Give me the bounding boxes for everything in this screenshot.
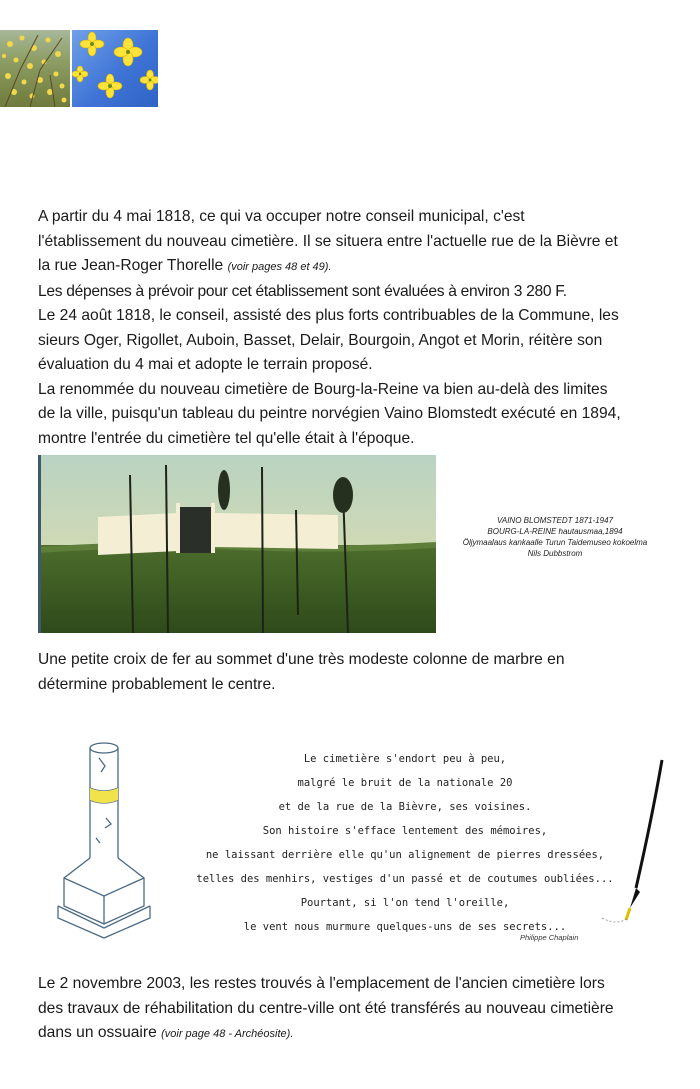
- text-line: [38, 254, 662, 280]
- cemetery-painting: [38, 455, 436, 633]
- poem-line: Pourtant, si l'on tend l'oreille,: [300, 897, 510, 909]
- poem-line: et de la rue de la Bièvre, ses voisines.: [278, 801, 532, 813]
- text-line: montre l'entrée du cimetière tel qu'elle était à l'époque.: [38, 429, 415, 447]
- poem: [170, 747, 640, 939]
- poem-line: ne laissant derrière elle qu'un alignement de pierres dressées,: [205, 849, 605, 861]
- credit-line: BOURG-LA-REINE hautausmaa,1894: [487, 527, 623, 536]
- credit-line: VAINO BLOMSTEDT 1871-1947: [496, 516, 614, 525]
- text-line-content: dans un ossuaire: [38, 1024, 157, 1041]
- text-line: A partir du 4 mai 1818, ce qui va occuper notre conseil municipal, c'est: [38, 208, 525, 225]
- text-line: sieurs Oger, Rigollet, Auboin, Basset, Delair, Bourgoin, Angot et Morin, réitère son: [38, 331, 603, 349]
- text-line: [38, 1021, 662, 1047]
- poem-line: le vent nous murmure quelques-uns de ses secrets...: [243, 921, 567, 933]
- text-line: évaluation du 4 mai et adopte le terrain proposé.: [38, 356, 373, 373]
- text-line: l'établissement du nouveau cimetière. Il se situera entre l'actuelle rue de la Bièvre et: [38, 232, 618, 250]
- poem-line: Le cimetière s'endort peu à peu,: [303, 753, 507, 765]
- page-reference: (voir pages 48 et 49).: [227, 261, 332, 273]
- credit-line: Öljymaalaus kankaalle Turun Taidemuseo kokoelma: [462, 538, 648, 547]
- quill-pen-drawing: [592, 758, 672, 928]
- poem-author: Philippe Chaplain: [520, 933, 579, 942]
- text-line: La renommée du nouveau cimetière de Bourg-la-Reine va bien au-delà des limites: [38, 380, 608, 398]
- ossuary-paragraph: [38, 972, 662, 1047]
- text-line: Une petite croix de fer au sommet d'une très modeste colonne de marbre en: [38, 651, 565, 668]
- header-photo-forsythia: [0, 30, 70, 107]
- credit-line: Nils Dubbstrom: [527, 549, 583, 558]
- text-line: Le 2 novembre 2003, les restes trouvés à l'emplacement de l'ancien cimetière lors: [38, 975, 605, 992]
- text-line: Le 24 août 1818, le conseil, assisté des plus forts contribuables de la Commune, les: [38, 307, 619, 324]
- text-line: des travaux de réhabilitation du centre-ville ont été transférés au nouveau cimetière: [38, 999, 614, 1017]
- marble-column-drawing: [44, 738, 164, 940]
- page-reference: (voir page 48 - Archéosite).: [161, 1028, 294, 1040]
- text-line-content: la rue Jean-Roger Thorelle: [38, 257, 224, 274]
- poem-line: malgré le bruit de la nationale 20: [297, 777, 513, 789]
- intro-paragraph: [38, 205, 662, 451]
- text-line: de la ville, puisqu'un tableau du peintre norvégien Vaino Blomstedt exécuté en 1894,: [38, 405, 621, 422]
- cross-paragraph: [38, 648, 662, 697]
- text-line: détermine probablement le centre.: [38, 675, 276, 693]
- header-photo-yellow-flowers: [72, 30, 158, 107]
- text-line: Les dépenses à prévoir pour cet établissement sont évaluées à environ 3 280 F.: [38, 282, 567, 300]
- poem-line: telles des menhirs, vestiges d'un passé et de coutumes oubliées...: [196, 873, 614, 885]
- painting-credit: [440, 515, 670, 559]
- poem-line: Son histoire s'efface lentement des mémoires,: [262, 825, 548, 837]
